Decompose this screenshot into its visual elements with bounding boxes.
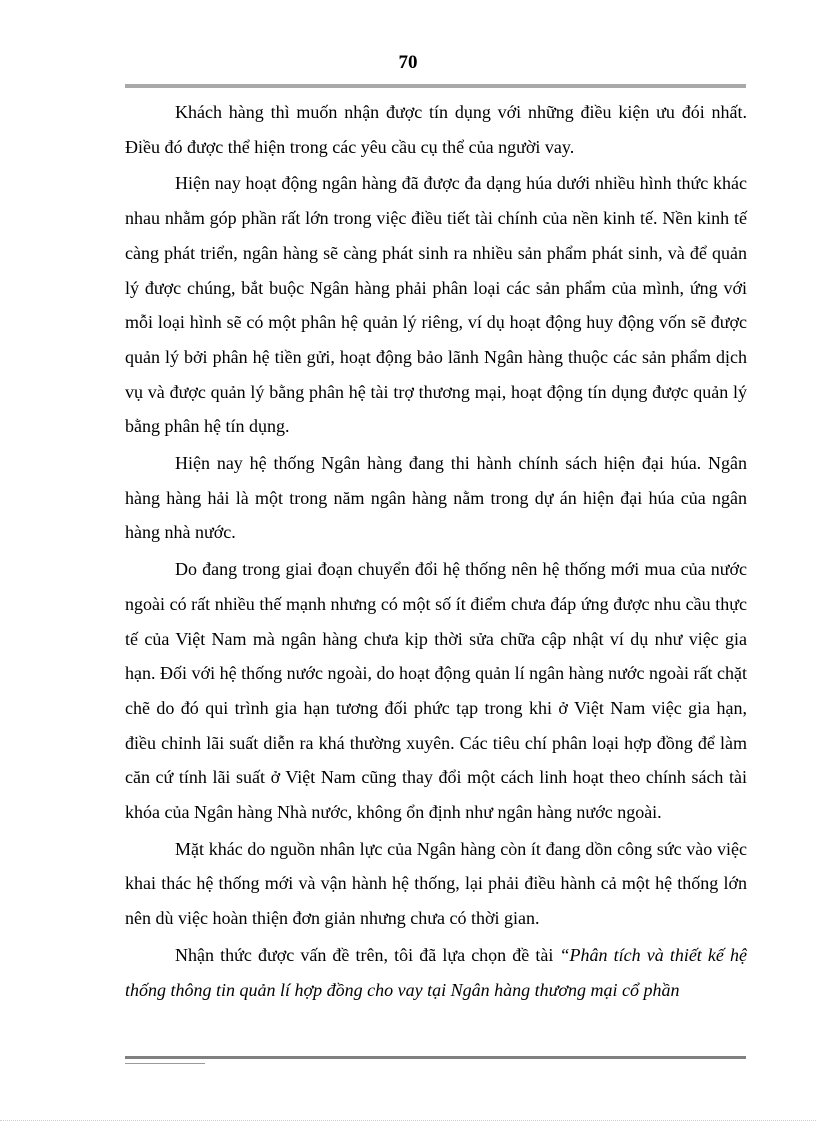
paragraph-1: Khách hàng thì muốn nhận được tín dụng với những điều kiện ưu đói nhất. Điều đó được thể hiện trong các yêu cầu cụ thể của người vay.	[125, 102, 747, 157]
thesis-title-italic: “Phân tích và thiết kế hệ thống thông tin quản lí hợp đồng cho vay tại Ngân hàng thương mại cổ phần	[125, 944, 747, 1000]
paragraph-2: Hiện nay hoạt động ngân hàng đã được đa dạng húa dưới nhiều hình thức khác nhau nhằm góp phần rất lớn trong việc điều tiết tài chính của nền kinh tế. Nền kinh tế càng phát triển, ngân hàng sẽ càng phát sinh ra nhiều sản phẩm phát sinh, và để quản lý được chúng, bắt buộc Ngân hàng phải phân loại các sản phẩm của mình, ứng với mỗi loại hình sẽ có một phân hệ quản lý riêng, ví dụ hoạt động huy động vốn sẽ được quản lý bởi phân hệ tiền gửi, hoạt động bảo lãnh Ngân hàng thuộc các sản phẩm dịch vụ và được quản lý bằng phân hệ tài trợ thương mại, hoạt động tín dụng được quản lý bằng phân hệ tín dụng.	[125, 173, 747, 437]
page-bottom-border	[0, 1120, 816, 1121]
paragraph-4: Do đang trong giai đoạn chuyển đổi hệ thống nên hệ thống mới mua của nước ngoài có rất nhiều thế mạnh nhưng có một số ít điểm chưa đáp ứng được nhu cầu thực tế của Việt Nam mà ngân hàng chưa kịp thời sửa chữa cập nhật ví dụ như việc gia hạn. Đối với hệ thống nước ngoài, do hoạt động quản lí ngân hàng nước ngoài rất chặt chẽ do đó qui trình gia hạn tương đối phức tạp trong khi ở Việt Nam việc gia hạn, điều chỉnh lãi suất diễn ra khá thường xuyên. Các tiêu chí phân loại hợp đồng để làm căn cứ tính lãi suất ở Việt Nam cũng thay đổi một cách linh hoạt theo chính sách tài khóa của Ngân hàng Nhà nước, không ổn định như ngân hàng nước ngoài.	[125, 559, 747, 823]
paragraph-6	[125, 938, 747, 1007]
paragraph-3: Hiện nay hệ thống Ngân hàng đang thi hành chính sách hiện đại húa. Ngân hàng hàng hải là một trong năm ngân hàng nằm trong dự án hiện đại húa của ngân hàng nhà nước.	[125, 453, 747, 543]
footer-rule	[125, 1056, 746, 1059]
page-number: 70	[398, 52, 418, 73]
paragraph-5: Mặt khác do nguồn nhân lực của Ngân hàng còn ít đang dồn công sức vào việc khai thác hệ thống mới và vận hành hệ thống, lại phải điều hành cả một hệ thống lớn nên dù việc hoàn thiện đơn giản nhưng chưa có thời gian.	[125, 838, 747, 929]
footer-rule-thin	[125, 1063, 205, 1064]
paragraph-6-lead: Nhận thức được vấn đề trên, tôi đã lựa chọn đề tài	[175, 944, 560, 965]
body-text	[125, 95, 747, 1007]
header-rule	[125, 84, 746, 88]
